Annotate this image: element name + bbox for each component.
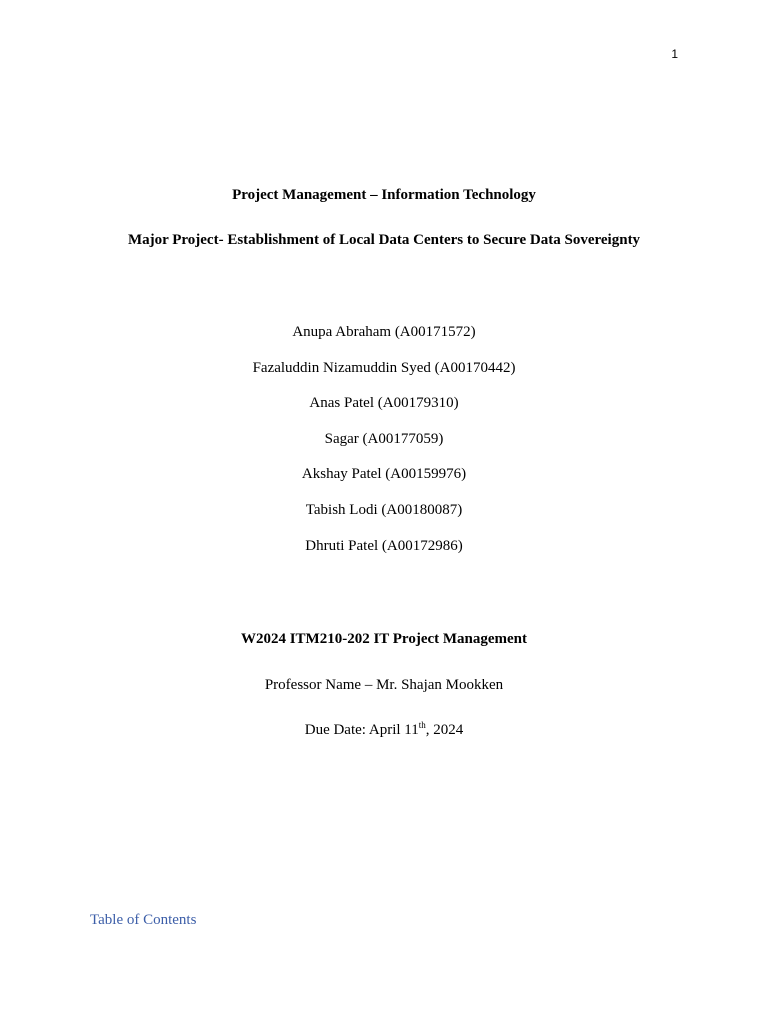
author-name: Dhruti Patel (A00172986) bbox=[305, 538, 463, 554]
due-date-year: , 2024 bbox=[425, 722, 464, 738]
author-name: Fazaluddin Nizamuddin Syed (A00170442) bbox=[252, 360, 516, 376]
author-name: Akshay Patel (A00159976) bbox=[301, 466, 467, 482]
professor-name: Professor Name – Mr. Shajan Mookken bbox=[264, 677, 504, 693]
due-date-prefix: Due Date: April 11 bbox=[304, 722, 419, 738]
course-name: W2024 ITM210-202 IT Project Management bbox=[240, 631, 528, 647]
author-name: Anas Patel (A00179310) bbox=[309, 395, 459, 411]
author-name: Sagar (A00177059) bbox=[324, 431, 444, 447]
table-of-contents-heading: Table of Contents bbox=[90, 912, 197, 928]
author-name: Anupa Abraham (A00171572) bbox=[292, 324, 476, 340]
document-title-line-2: Major Project- Establishment of Local Data Centers to Secure Data Sovereignty bbox=[127, 232, 641, 248]
due-date bbox=[0, 720, 768, 740]
due-date-ordinal: th bbox=[418, 720, 426, 730]
page-number: 1 bbox=[671, 47, 678, 61]
author-name: Tabish Lodi (A00180087) bbox=[305, 502, 463, 518]
document-title-line-1: Project Management – Information Technology bbox=[232, 187, 536, 203]
